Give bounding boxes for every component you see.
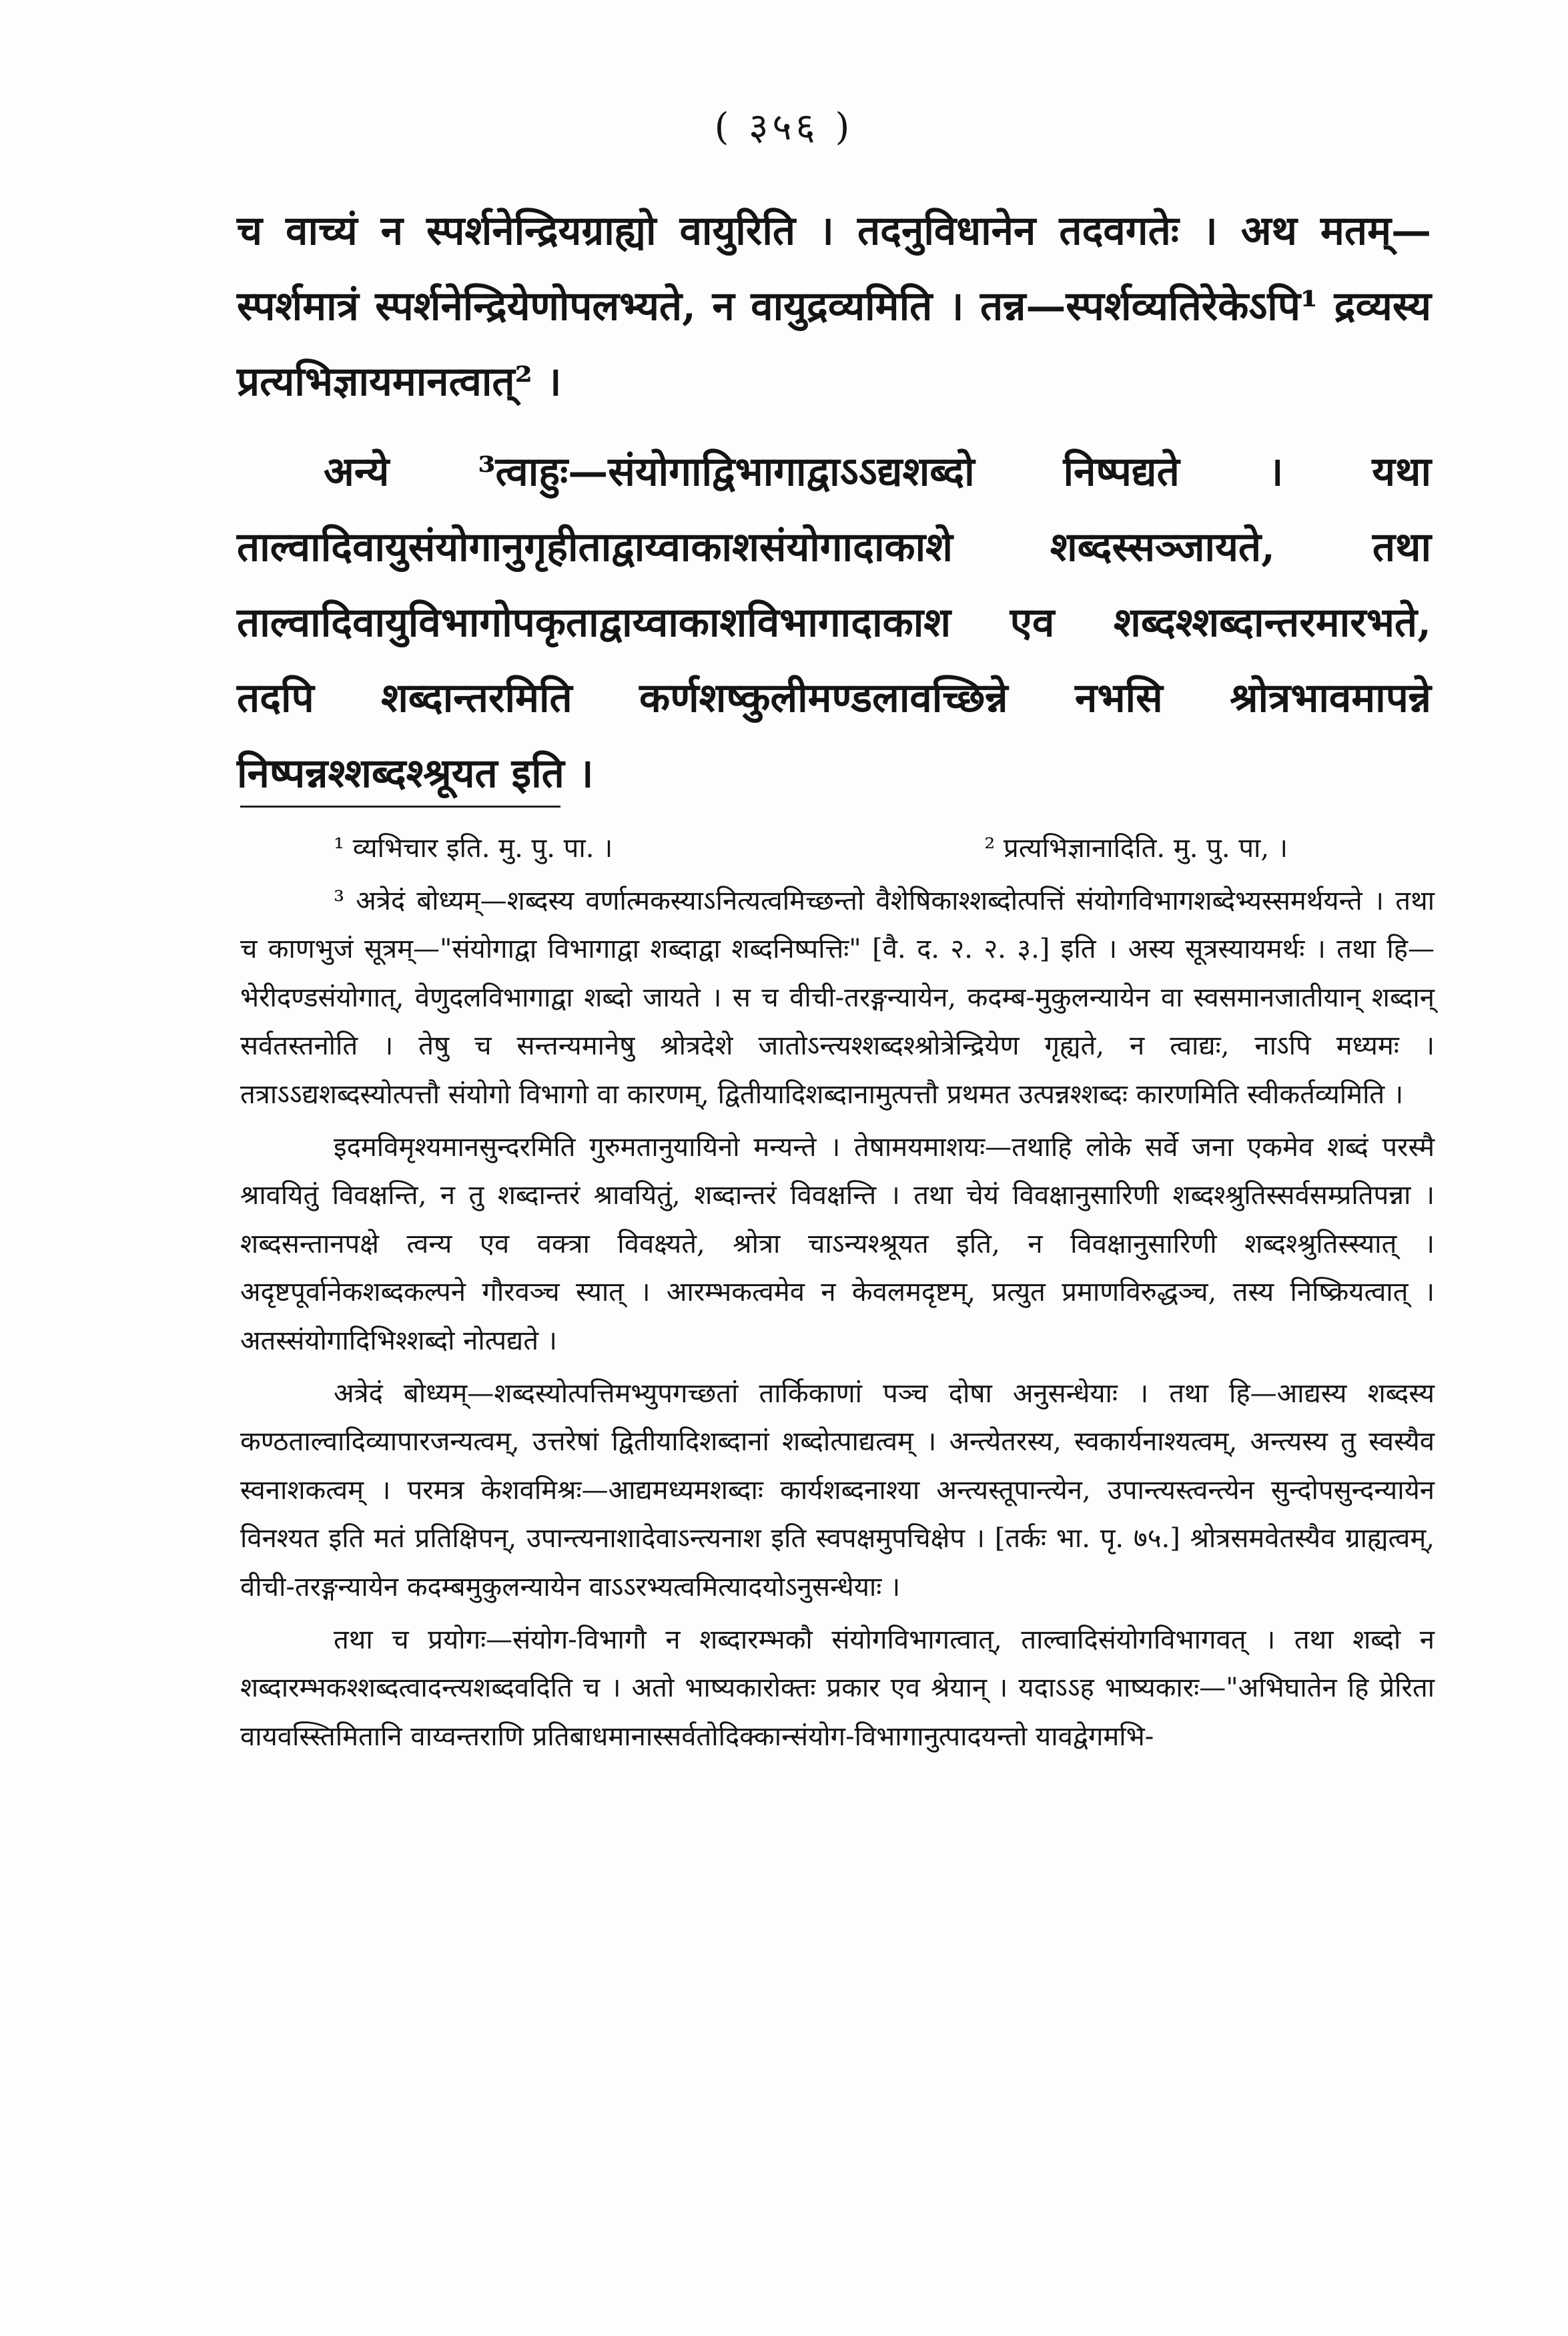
- footnote-1: ¹ व्यभिचार इति. मु. पु. पा. ।: [334, 833, 613, 864]
- footnote-paragraph-5: अत्रेदं बोध्यम्—शब्दस्योत्पत्तिमभ्युपगच्छतां तार्किकाणां पञ्च दोषा अनुसन्धेयाः । तथा हि—आद्यस्य शब्दस्य कण्ठताल्वादिव्यापारजन्यत्वम्, उत्तरेषां द्वितीयादिशब्दानां शब्दोत्पाद्यत्वम् । अन्त्येतरस्य, स्वकार्यनाश्यत्वम्, अन्त्यस्य तु स्वस्यैव स्वनाशकत्वम् । परमत्र केशवमिश्रः—आद्यमध्यमशब्दाः कार्यशब्दनाश्या अन्त्यस्तूपान्त्येन, उपान्त्यस्त्वन्त्येन सुन्दोपसुन्दन्यायेन विनश्यत इति मतं प्रतिक्षिपन्, उपान्त्यनाशादेवाऽन्त्यनाश इति स्वपक्षमुपचिक्षेप । [तर्कः भा. पृ. ७५.] श्रोत्रसमवेतस्यैव ग्राह्यत्वम्, वीची-तरङ्गन्यायेन कदम्बमुकुलन्यायेन वाऽऽरभ्यत्वमित्यादयोऽनुसन्धेयाः ।: [240, 1378, 1435, 1602]
- footnote-paragraph-4: इदमविमृश्यमानसुन्दरमिति गुरुमतानुयायिनो मन्यन्ते । तेषामयमाशयः—तथाहि लोके सर्वे जना एकमेव शब्दं परस्मै श्रावयितुं विवक्षन्ति, न तु शब्दान्तरं श्रावयितुं, शब्दान्तरं विवक्षन्ति । तथा चेयं विवक्षानुसारिणी शब्दश्श्रुतिस्सर्वसम्प्रतिपन्ना । शब्दसन्तानपक्षे त्वन्य एव वक्त्रा विवक्ष्यते, श्रोत्रा चाऽन्यश्श्रूयत इति, न विवक्षानुसारिणी शब्दश्श्रुतिस्स्यात् । अदृष्टपूर्वानेकशब्दकल्पने गौरवञ्च स्यात् । आरम्भकत्वमेव न केवलमदृष्टम्, प्रत्युत प्रमाणविरुद्धञ्च, तस्य निष्क्रियत्वात् । अतस्संयोगादिभिश्शब्दो नोत्पद्यते ।: [240, 1131, 1435, 1356]
- footnote-3: ³ अत्रेदं बोध्यम्—शब्दस्य वर्णात्मकस्याऽनित्यत्वमिच्छन्तो वैशेषिकाश्शब्दोत्पत्तिं संयोगविभागशब्देभ्यस्समर्थयन्ते । तथा च काणभुजं सूत्रम्—"संयोगाद्वा विभागाद्वा शब्दाद्वा शब्दनिष्पत्तिः" [वै. द. २. २. ३.] इति । अस्य सूत्रस्यायमर्थः । तथा हि—भेरीदण्डसंयोगात्, वेणुदलविभागाद्वा शब्दो जायते । स च वीची-तरङ्गन्यायेन, कदम्ब-मुकुलन्यायेन वा स्वसमानजातीयान् शब्दान् सर्वतस्तनोति । तेषु च सन्तन्यमानेषु श्रोत्रदेशे जातोऽन्त्यश्शब्दश्श्रोत्रेन्द्रियेण गृह्यते, न त्वाद्यः, नाऽपि मध्यमः । तत्राऽऽद्यशब्दस्योत्पत्तौ संयोगो विभागो वा कारणम्, द्वितीयादिशब्दानामुत्पत्तौ प्रथमत उत्पन्नश्शब्दः कारणमिति स्वीकर्तव्यमिति ।: [240, 885, 1435, 1110]
- footnote-row-1-2: [240, 824, 1435, 873]
- main-text: [237, 194, 1431, 812]
- footnotes: [240, 824, 1435, 1761]
- page-number: ( ३५६ ): [714, 105, 854, 149]
- footnote-paragraph-6: तथा च प्रयोगः—संयोग-विभागौ न शब्दारम्भकौ संयोगविभागत्वात्, ताल्वादिसंयोगविभागवत् । तथा शब्दो न शब्दारम्भकश्शब्दत्वादन्त्यशब्दवदिति च । अतो भाष्यकारोक्तः प्रकार एव श्रेयान् । यदाऽऽह भाष्यकारः—"अभिघातेन हि प्रेरिता वायवस्स्तिमितानि वाय्वन्तराणि प्रतिबाधमानास्सर्वतोदिक्कान्संयोग-विभागानुत्पादयन्तो यावद्वेगमभि-: [240, 1624, 1435, 1752]
- main-paragraph-1: च वाच्यं न स्पर्शनेन्द्रियग्राह्यो वायुरिति । तदनुविधानेन तदवगतेः । अथ मतम्—स्पर्शमात्रं स्पर्शनेन्द्रियेणोपलभ्यते, न वायुद्रव्यमिति । तन्न—स्पर्शव्यतिरेकेऽपि¹ द्रव्यस्य प्रत्यभिज्ञायमानत्वात्² ।: [237, 208, 1431, 405]
- main-paragraph-2: अन्ये ³त्वाहुः—संयोगाद्विभागाद्वाऽऽद्यशब्दो निष्पद्यते । यथा ताल्वादिवायुसंयोगानुगृहीताद्वाय्वाकाशसंयोगादाकाशे शब्दस्सञ्जायते, तथा ताल्वादिवायुविभागोपकृताद्वाय्वाकाशविभागादाकाश एव शब्दश्शब्दान्तरमारभते, तदपि शब्दान्तरमिति कर्णशष्कुलीमण्डलावच्छिन्ने नभसि श्रोत्रभावमापन्ने निष्पन्नश्शब्दश्श्रूयत इति ।: [237, 449, 1431, 797]
- footnote-2: ² प्रत्यभिज्ञानादिति. मु. पु. पा, ।: [984, 833, 1288, 864]
- footnote-divider: [240, 806, 560, 808]
